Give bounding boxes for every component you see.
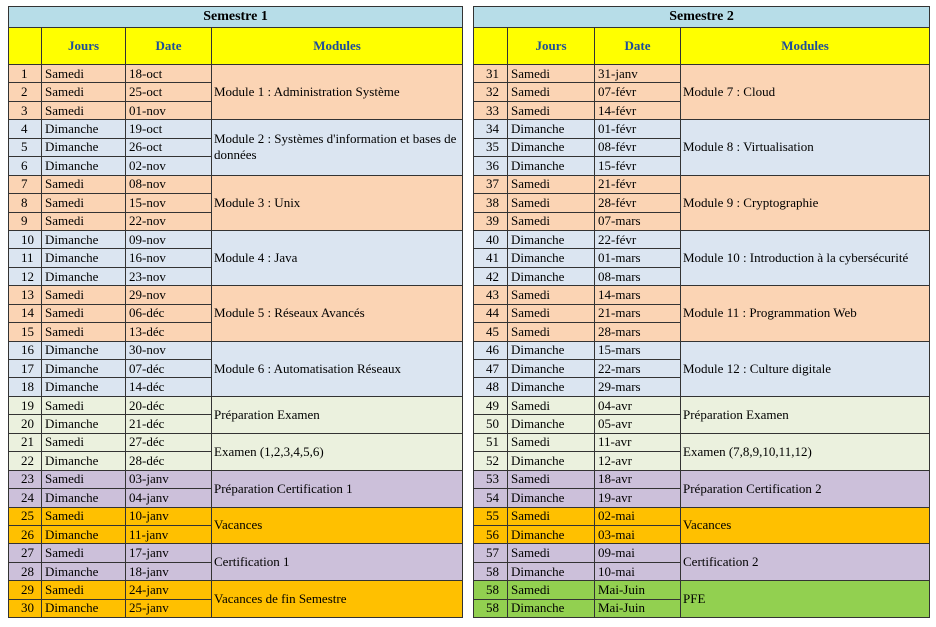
row-number-cell: 49 — [474, 396, 508, 414]
day-cell: Samedi — [508, 65, 595, 83]
day-cell: Samedi — [508, 396, 595, 414]
date-cell: 08-févr — [595, 138, 681, 156]
table-row — [474, 175, 930, 193]
module-cell: Examen (1,2,3,4,5,6) — [212, 433, 463, 470]
date-cell: 01-mars — [595, 249, 681, 267]
row-number-cell: 45 — [474, 323, 508, 341]
module-cell: Certification 2 — [681, 544, 930, 581]
row-number-cell: 52 — [474, 452, 508, 470]
row-number-cell: 13 — [9, 286, 42, 304]
day-cell: Dimanche — [508, 415, 595, 433]
row-number-cell: 25 — [9, 507, 42, 525]
day-cell: Samedi — [508, 304, 595, 322]
table-row — [9, 230, 463, 248]
date-cell: 07-févr — [595, 83, 681, 101]
row-number-cell: 23 — [9, 470, 42, 488]
day-cell: Samedi — [508, 544, 595, 562]
row-number-cell: 20 — [9, 415, 42, 433]
date-cell: 17-janv — [126, 544, 212, 562]
row-number-cell: 6 — [9, 157, 42, 175]
row-number-cell: 14 — [9, 304, 42, 322]
date-cell: 23-nov — [126, 267, 212, 285]
row-number-cell: 32 — [474, 83, 508, 101]
row-number-cell: 22 — [9, 452, 42, 470]
row-number-cell: 28 — [9, 562, 42, 580]
row-number-cell: 27 — [9, 544, 42, 562]
row-number-cell: 2 — [9, 83, 42, 101]
module-cell: Module 1 : Administration Système — [212, 65, 463, 120]
day-cell: Samedi — [42, 304, 126, 322]
date-cell: Mai-Juin — [595, 581, 681, 599]
date-cell: 02-nov — [126, 157, 212, 175]
table-row — [474, 120, 930, 138]
row-number-cell: 58 — [474, 599, 508, 617]
header-num — [9, 28, 42, 65]
date-cell: 15-févr — [595, 157, 681, 175]
day-cell: Samedi — [508, 470, 595, 488]
day-cell: Dimanche — [42, 267, 126, 285]
day-cell: Dimanche — [42, 599, 126, 617]
date-cell: 08-nov — [126, 175, 212, 193]
header-modules: Modules — [212, 28, 463, 65]
date-cell: 28-déc — [126, 452, 212, 470]
row-number-cell: 39 — [474, 212, 508, 230]
table-row — [474, 581, 930, 599]
row-number-cell: 55 — [474, 507, 508, 525]
day-cell: Dimanche — [508, 489, 595, 507]
module-cell: Module 12 : Culture digitale — [681, 341, 930, 396]
date-cell: 08-mars — [595, 267, 681, 285]
row-number-cell: 15 — [9, 323, 42, 341]
day-cell: Samedi — [508, 212, 595, 230]
date-cell: 18-oct — [126, 65, 212, 83]
header-jours: Jours — [42, 28, 126, 65]
day-cell: Samedi — [42, 212, 126, 230]
row-number-cell: 51 — [474, 433, 508, 451]
date-cell: 10-mai — [595, 562, 681, 580]
row-number-cell: 33 — [474, 101, 508, 119]
day-cell: Samedi — [42, 581, 126, 599]
day-cell: Dimanche — [508, 525, 595, 543]
row-number-cell: 50 — [474, 415, 508, 433]
day-cell: Samedi — [42, 396, 126, 414]
date-cell: 30-nov — [126, 341, 212, 359]
day-cell: Samedi — [42, 470, 126, 488]
date-cell: 07-déc — [126, 360, 212, 378]
row-number-cell: 42 — [474, 267, 508, 285]
date-cell: 21-déc — [126, 415, 212, 433]
semestre-1-table — [8, 6, 463, 618]
table-row — [9, 396, 463, 414]
day-cell: Dimanche — [42, 120, 126, 138]
semestre-2-table — [473, 6, 930, 618]
day-cell: Dimanche — [42, 360, 126, 378]
module-cell: Module 6 : Automatisation Réseaux — [212, 341, 463, 396]
day-cell: Dimanche — [508, 599, 595, 617]
day-cell: Samedi — [508, 286, 595, 304]
table-row — [9, 544, 463, 562]
row-number-cell: 4 — [9, 120, 42, 138]
day-cell: Samedi — [508, 175, 595, 193]
module-cell: Préparation Examen — [681, 396, 930, 433]
row-number-cell: 10 — [9, 230, 42, 248]
header-date: Date — [595, 28, 681, 65]
day-cell: Dimanche — [508, 157, 595, 175]
day-cell: Dimanche — [42, 525, 126, 543]
row-number-cell: 43 — [474, 286, 508, 304]
date-cell: 16-nov — [126, 249, 212, 267]
row-number-cell: 29 — [9, 581, 42, 599]
day-cell: Dimanche — [42, 157, 126, 175]
row-number-cell: 46 — [474, 341, 508, 359]
date-cell: 07-mars — [595, 212, 681, 230]
table-row — [474, 396, 930, 414]
day-cell: Samedi — [508, 433, 595, 451]
row-number-cell: 3 — [9, 101, 42, 119]
row-number-cell: 35 — [474, 138, 508, 156]
date-cell: 18-avr — [595, 470, 681, 488]
header-jours: Jours — [508, 28, 595, 65]
table-row — [474, 507, 930, 525]
table-row — [9, 470, 463, 488]
header-modules: Modules — [681, 28, 930, 65]
date-cell: 15-nov — [126, 194, 212, 212]
row-number-cell: 53 — [474, 470, 508, 488]
semestre-2-title: Semestre 2 — [474, 7, 930, 28]
date-cell: 11-janv — [126, 525, 212, 543]
module-cell: Module 8 : Virtualisation — [681, 120, 930, 175]
day-cell: Dimanche — [508, 230, 595, 248]
day-cell: Dimanche — [42, 415, 126, 433]
date-cell: 26-oct — [126, 138, 212, 156]
date-cell: 01-févr — [595, 120, 681, 138]
module-cell: Module 11 : Programmation Web — [681, 286, 930, 341]
date-cell: 13-déc — [126, 323, 212, 341]
row-number-cell: 58 — [474, 562, 508, 580]
row-number-cell: 34 — [474, 120, 508, 138]
date-cell: 29-mars — [595, 378, 681, 396]
day-cell: Dimanche — [42, 138, 126, 156]
module-cell: Préparation Examen — [212, 396, 463, 433]
row-number-cell: 57 — [474, 544, 508, 562]
day-cell: Samedi — [508, 194, 595, 212]
module-cell: Module 2 : Systèmes d'information et bases de données — [212, 120, 463, 175]
day-cell: Dimanche — [508, 360, 595, 378]
date-cell: Mai-Juin — [595, 599, 681, 617]
date-cell: 19-avr — [595, 489, 681, 507]
module-cell: Module 9 : Cryptographie — [681, 175, 930, 230]
module-cell: PFE — [681, 581, 930, 618]
row-number-cell: 30 — [9, 599, 42, 617]
row-number-cell: 47 — [474, 360, 508, 378]
day-cell: Samedi — [42, 65, 126, 83]
row-number-cell: 26 — [9, 525, 42, 543]
semestre-1-title: Semestre 1 — [9, 7, 463, 28]
table-row — [9, 286, 463, 304]
table-row — [9, 120, 463, 138]
day-cell: Dimanche — [42, 249, 126, 267]
day-cell: Dimanche — [508, 341, 595, 359]
table-row — [474, 433, 930, 451]
table-row — [474, 544, 930, 562]
date-cell: 21-mars — [595, 304, 681, 322]
day-cell: Samedi — [508, 101, 595, 119]
date-cell: 27-déc — [126, 433, 212, 451]
day-cell: Samedi — [508, 323, 595, 341]
row-number-cell: 40 — [474, 230, 508, 248]
date-cell: 28-févr — [595, 194, 681, 212]
row-number-cell: 56 — [474, 525, 508, 543]
row-number-cell: 8 — [9, 194, 42, 212]
date-cell: 15-mars — [595, 341, 681, 359]
date-cell: 24-janv — [126, 581, 212, 599]
date-cell: 31-janv — [595, 65, 681, 83]
date-cell: 21-févr — [595, 175, 681, 193]
date-cell: 14-févr — [595, 101, 681, 119]
row-number-cell: 17 — [9, 360, 42, 378]
day-cell: Samedi — [42, 101, 126, 119]
date-cell: 05-avr — [595, 415, 681, 433]
day-cell: Dimanche — [508, 562, 595, 580]
row-number-cell: 37 — [474, 175, 508, 193]
date-cell: 25-janv — [126, 599, 212, 617]
date-cell: 12-avr — [595, 452, 681, 470]
row-number-cell: 19 — [9, 396, 42, 414]
row-number-cell: 24 — [9, 489, 42, 507]
date-cell: 25-oct — [126, 83, 212, 101]
date-cell: 19-oct — [126, 120, 212, 138]
row-number-cell: 5 — [9, 138, 42, 156]
date-cell: 18-janv — [126, 562, 212, 580]
module-cell: Vacances de fin Semestre — [212, 581, 463, 618]
module-cell: Vacances — [212, 507, 463, 544]
date-cell: 09-mai — [595, 544, 681, 562]
date-cell: 10-janv — [126, 507, 212, 525]
row-number-cell: 48 — [474, 378, 508, 396]
module-cell: Module 3 : Unix — [212, 175, 463, 230]
date-cell: 14-mars — [595, 286, 681, 304]
day-cell: Samedi — [42, 323, 126, 341]
day-cell: Samedi — [508, 507, 595, 525]
day-cell: Samedi — [42, 507, 126, 525]
day-cell: Dimanche — [508, 452, 595, 470]
header-num — [474, 28, 508, 65]
row-number-cell: 21 — [9, 433, 42, 451]
date-cell: 14-déc — [126, 378, 212, 396]
table-row — [474, 341, 930, 359]
module-cell: Module 5 : Réseaux Avancés — [212, 286, 463, 341]
semestre-2-body — [474, 65, 930, 618]
day-cell: Samedi — [42, 286, 126, 304]
row-number-cell: 7 — [9, 175, 42, 193]
date-cell: 04-janv — [126, 489, 212, 507]
day-cell: Samedi — [508, 581, 595, 599]
date-cell: 22-févr — [595, 230, 681, 248]
table-row — [9, 507, 463, 525]
table-row — [474, 286, 930, 304]
day-cell: Dimanche — [42, 378, 126, 396]
date-cell: 04-avr — [595, 396, 681, 414]
row-number-cell: 36 — [474, 157, 508, 175]
row-number-cell: 16 — [9, 341, 42, 359]
day-cell: Samedi — [42, 433, 126, 451]
day-cell: Dimanche — [42, 230, 126, 248]
table-row — [9, 433, 463, 451]
table-row — [474, 470, 930, 488]
day-cell: Dimanche — [508, 138, 595, 156]
date-cell: 29-nov — [126, 286, 212, 304]
row-number-cell: 18 — [9, 378, 42, 396]
day-cell: Dimanche — [42, 341, 126, 359]
table-row — [9, 175, 463, 193]
module-cell: Préparation Certification 1 — [212, 470, 463, 507]
date-cell: 22-mars — [595, 360, 681, 378]
date-cell: 22-nov — [126, 212, 212, 230]
row-number-cell: 54 — [474, 489, 508, 507]
table-row — [474, 65, 930, 83]
row-number-cell: 38 — [474, 194, 508, 212]
date-cell: 01-nov — [126, 101, 212, 119]
day-cell: Samedi — [42, 83, 126, 101]
day-cell: Dimanche — [508, 378, 595, 396]
row-number-cell: 44 — [474, 304, 508, 322]
day-cell: Dimanche — [508, 120, 595, 138]
day-cell: Samedi — [42, 194, 126, 212]
date-cell: 06-déc — [126, 304, 212, 322]
date-cell: 28-mars — [595, 323, 681, 341]
day-cell: Samedi — [42, 544, 126, 562]
module-cell: Module 10 : Introduction à la cybersécurité — [681, 230, 930, 285]
header-date: Date — [126, 28, 212, 65]
module-cell: Module 7 : Cloud — [681, 65, 930, 120]
semestre-1-body — [9, 65, 463, 618]
date-cell: 03-mai — [595, 525, 681, 543]
date-cell: 02-mai — [595, 507, 681, 525]
day-cell: Dimanche — [508, 267, 595, 285]
date-cell: 09-nov — [126, 230, 212, 248]
row-number-cell: 41 — [474, 249, 508, 267]
module-cell: Vacances — [681, 507, 930, 544]
module-cell: Préparation Certification 2 — [681, 470, 930, 507]
row-number-cell: 11 — [9, 249, 42, 267]
date-cell: 11-avr — [595, 433, 681, 451]
date-cell: 20-déc — [126, 396, 212, 414]
module-cell: Module 4 : Java — [212, 230, 463, 285]
day-cell: Dimanche — [42, 452, 126, 470]
table-row — [9, 581, 463, 599]
row-number-cell: 58 — [474, 581, 508, 599]
module-cell: Certification 1 — [212, 544, 463, 581]
table-row — [474, 230, 930, 248]
table-row — [9, 341, 463, 359]
day-cell: Dimanche — [42, 562, 126, 580]
row-number-cell: 12 — [9, 267, 42, 285]
day-cell: Dimanche — [42, 489, 126, 507]
day-cell: Dimanche — [508, 249, 595, 267]
row-number-cell: 9 — [9, 212, 42, 230]
day-cell: Samedi — [508, 83, 595, 101]
row-number-cell: 31 — [474, 65, 508, 83]
table-row — [9, 65, 463, 83]
row-number-cell: 1 — [9, 65, 42, 83]
day-cell: Samedi — [42, 175, 126, 193]
date-cell: 03-janv — [126, 470, 212, 488]
module-cell: Examen (7,8,9,10,11,12) — [681, 433, 930, 470]
